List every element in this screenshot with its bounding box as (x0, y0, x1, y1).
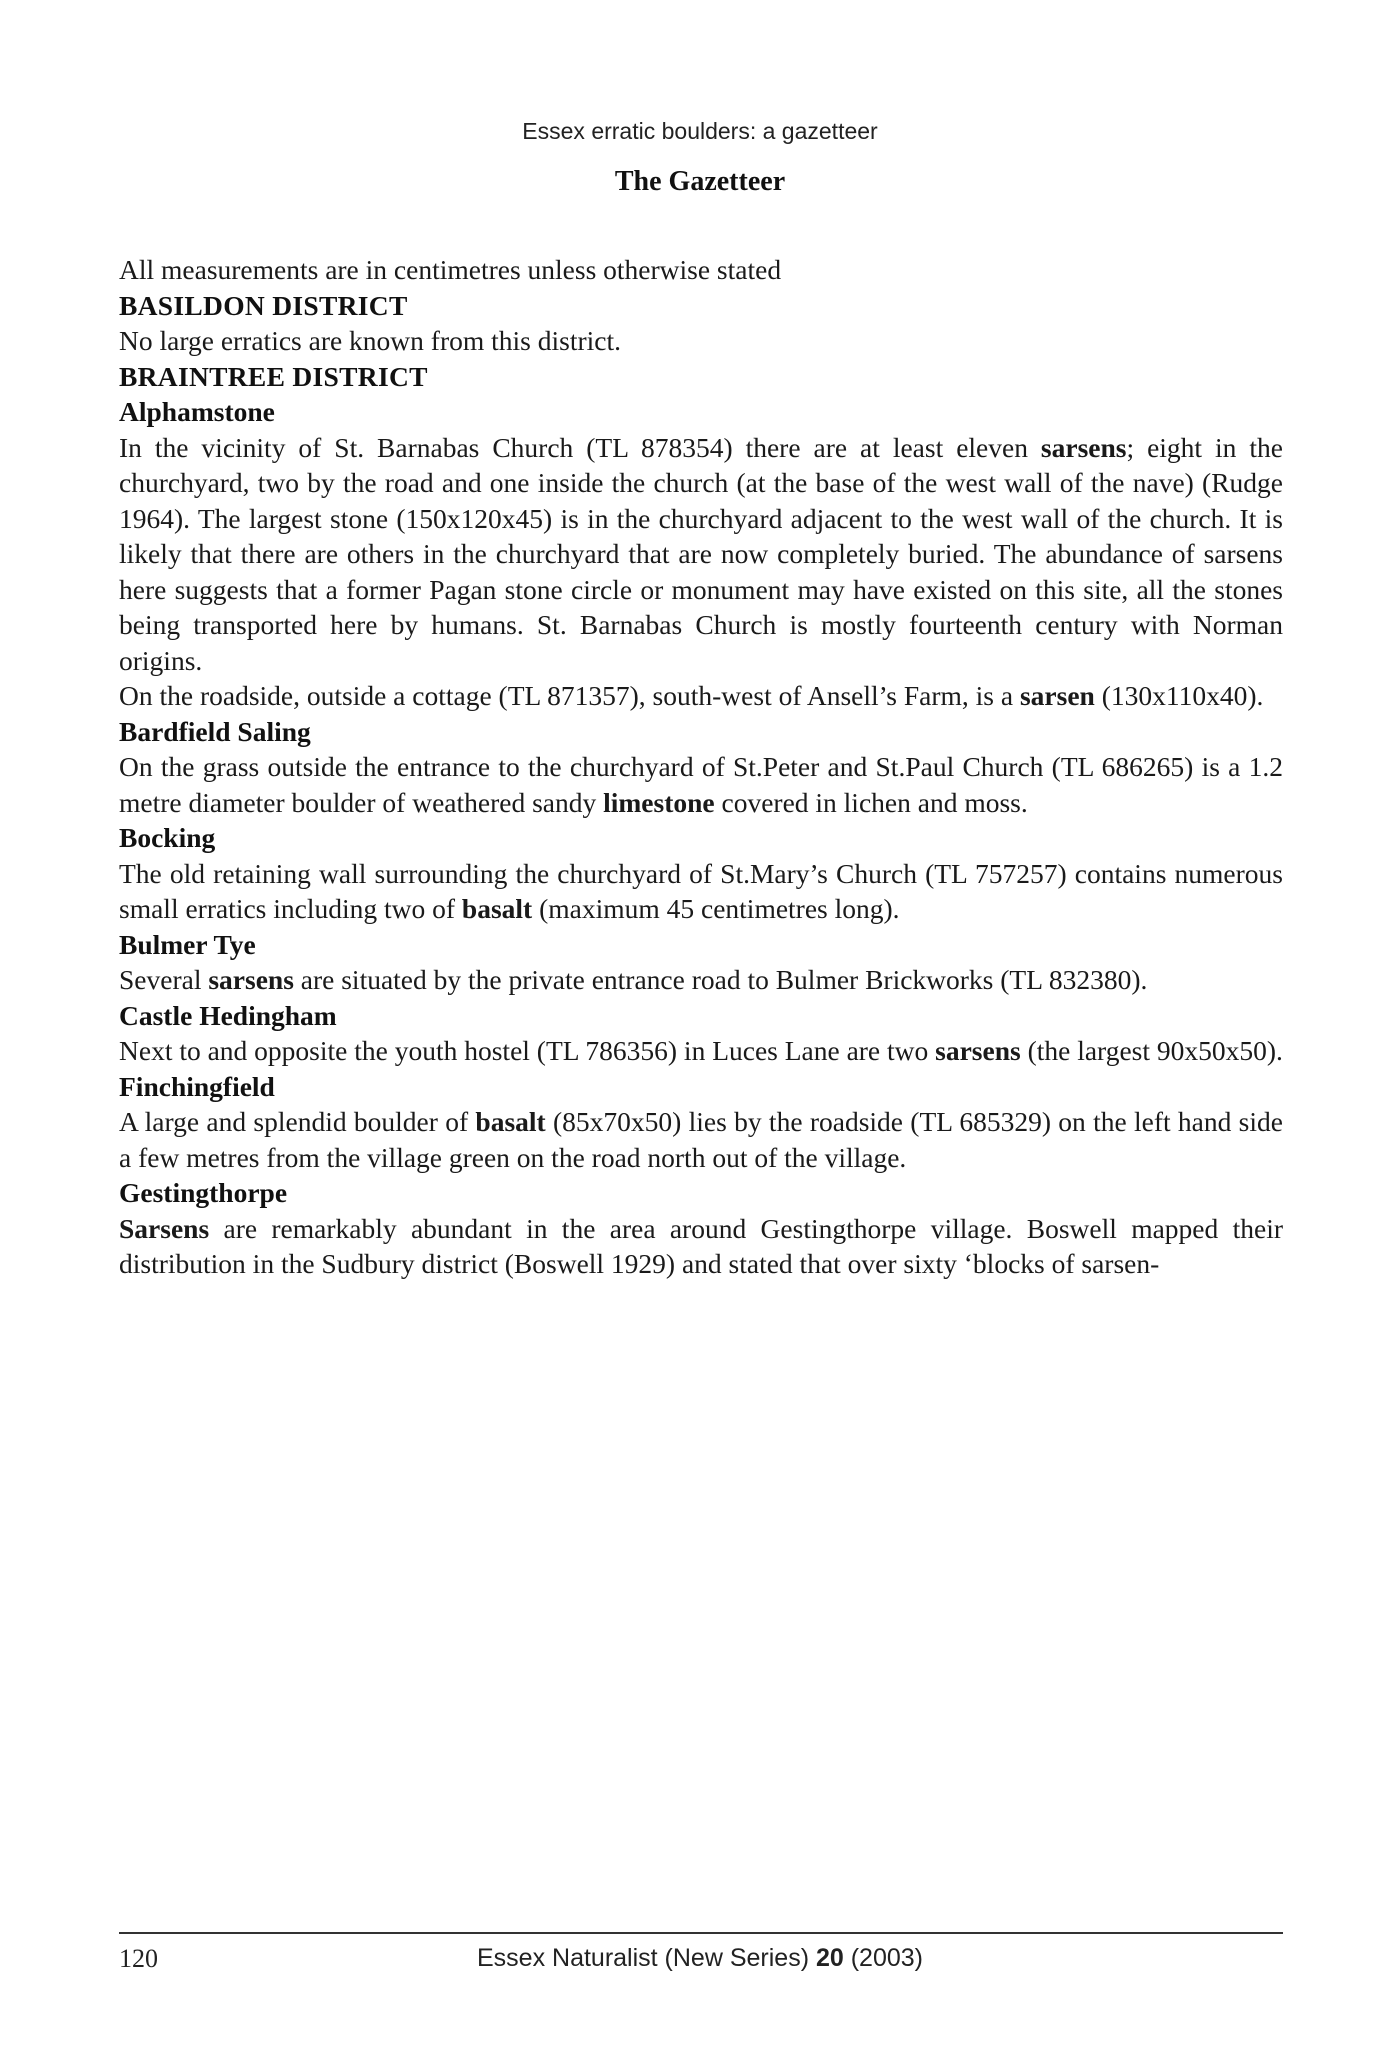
rock-type: Sarsens (119, 1212, 210, 1244)
place-heading-bocking: Bocking (119, 822, 216, 853)
page-number: 120 (119, 1944, 158, 1973)
text-run: (maximum 45 centimetres long). (532, 893, 900, 924)
bocking-paragraph (119, 856, 1283, 927)
rock-type: limestone (603, 786, 715, 818)
text-run: A large and splendid boulder of (119, 1106, 476, 1137)
finchingfield-paragraph (119, 1104, 1283, 1175)
text-run: The old retaining wall surrounding the churchyard of St.Mary’s Church (TL 757257) contains numerous small erratics including two of (119, 857, 1283, 924)
rock-type: sarsens (208, 964, 294, 995)
rock-type: sarsens (1040, 431, 1127, 463)
alphamstone-paragraph-2 (119, 678, 1283, 714)
text-run: (the largest 90x50x50). (1020, 1035, 1283, 1066)
text-run: Next to and opposite the youth hostel (TL 786356) in Luces Lane are two (119, 1035, 936, 1066)
gazetteer-body (119, 252, 1283, 1282)
place-heading-castle-hedingham: Castle Hedingham (119, 999, 337, 1031)
rock-type: sarsen (1019, 680, 1095, 711)
bulmer-tye-paragraph (119, 962, 1283, 998)
place-heading-alphamstone: Alphamstone (119, 396, 275, 427)
text-run: are situated by the private entrance road to Bulmer Brickworks (TL 832380). (293, 964, 1148, 995)
text-run: On the grass outside the entrance to the churchyard of St.Peter and St.Paul Church (TL 686265) is a 1.2 metre diameter boulder of weathered sandy (119, 751, 1283, 818)
basildon-text: No large erratics are known from this district. (119, 325, 621, 356)
district-heading-braintree: BRAINTREE DISTRICT (119, 360, 428, 392)
text-run: (85x70x50) lies by the roadside (TL 685329) on the left hand side a few metres from the village green on the road north out of the village. (119, 1106, 1283, 1173)
journal-citation (0, 1944, 1400, 1973)
district-heading-basildon: BASILDON DISTRICT (119, 289, 408, 321)
text-run: (130x110x40). (1094, 680, 1264, 711)
journal-year: (2003) (843, 1944, 923, 1972)
rock-type: sarsens (935, 1035, 1021, 1066)
place-heading-bulmer-tye: Bulmer Tye (119, 928, 256, 960)
rock-type: basalt (475, 1106, 546, 1137)
rock-type: basalt (461, 893, 533, 924)
text-run: ; eight in the churchyard, two by the road and one inside the church (at the base of the west wall of the nave) (Rudge 1964). The largest stone (150x120x45) is in the churchyard adjacent to the west wall of the church. It is likely that there are others in the churchyard that are now completely buried. The abundance of sarsens here suggests that a former Pagan stone circle or monument may have existed on this site, all the stones being transported here by humans. St. Barnabas Church is mostly fourteenth century with Norman origins. (119, 431, 1283, 676)
bardfield-saling-paragraph (119, 749, 1283, 820)
journal-volume: 20 (815, 1944, 844, 1972)
text-run: covered in lichen and moss. (714, 786, 1028, 818)
castle-hedingham-paragraph (119, 1033, 1283, 1069)
running-head: Essex erratic boulders: a gazetteer (522, 118, 878, 144)
place-heading-bardfield-saling: Bardfield Saling (119, 715, 311, 747)
alphamstone-paragraph-1 (119, 430, 1283, 679)
text-run: are remarkably abundant in the area around Gestingthorpe village. Boswell mapped their distribution in the Sudbury district (Boswell 1929) and stated that over sixty ‘blocks of sarsen- (119, 1212, 1283, 1279)
place-heading-gestingthorpe: Gestingthorpe (119, 1177, 288, 1208)
journal-name: Essex Naturalist (New Series) (476, 1944, 816, 1972)
footer-rule (119, 1932, 1283, 1934)
text-run: In the vicinity of St. Barnabas Church (TL 878354) there are at least eleven (119, 431, 1041, 463)
place-heading-finchingfield: Finchingfield (119, 1070, 275, 1102)
gestingthorpe-paragraph (119, 1211, 1283, 1282)
text-run: Several (119, 964, 209, 995)
intro-note: All measurements are in centimetres unless otherwise stated (119, 254, 782, 285)
page-title: The Gazetteer (614, 166, 786, 197)
text-run: On the roadside, outside a cottage (TL 871357), south-west of Ansell’s Farm, is a (119, 680, 1020, 711)
